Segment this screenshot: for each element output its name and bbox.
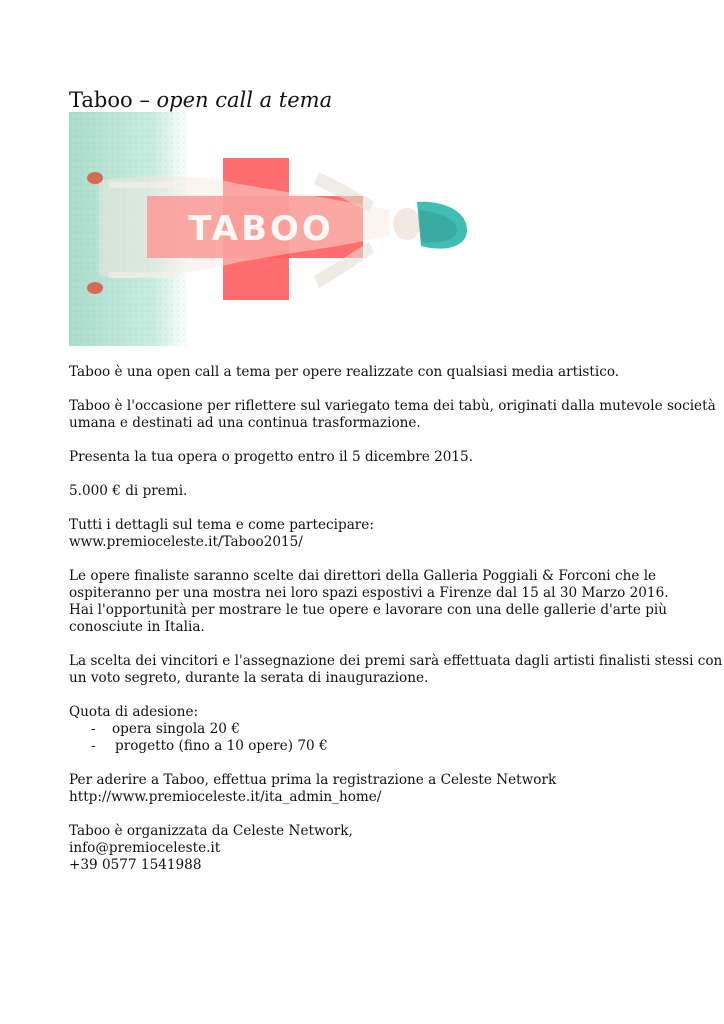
taboo-logo: TABOO <box>188 209 334 249</box>
finalists-paragraph: Le opere finaliste saranno scelte dai direttori della Galleria Poggiali & Forconi che le ospiteranno per una mostra nei loro spazi espostivi a Firenze dal 15 al 30 Marzo 2016. Hai l'opportunità per mostrare le tue opere e lavorare con una delle gallerie d'arte più conosciute in Italia. <box>69 568 669 635</box>
organizer-phone: +39 0577 1541988 <box>69 857 202 873</box>
theme-paragraph: Taboo è l'occasione per riflettere sul variegato tema dei tabù, originati dalla mutevole società umana e destinati ad una continua trasformazione. <box>69 398 716 431</box>
prizes-paragraph: 5.000 € di premi. <box>69 483 188 499</box>
intro-paragraph: Taboo è una open call a tema per opere realizzate con qualsiasi media artistico. <box>69 364 620 380</box>
document-body <box>69 364 723 891</box>
organizer-paragraph: Taboo è organizzata da Celeste Network, info@premioceleste.it +39 0577 1541988 <box>69 823 669 874</box>
page-title <box>69 86 332 114</box>
register-paragraph: Per aderire a Taboo, effettua prima la registrazione a Celeste Network http://www.premioceleste.it/ita_admin_home/ <box>69 772 669 806</box>
list-item: - progetto (fino a 10 opere) 70 € <box>91 738 328 754</box>
title-main: Taboo <box>69 88 133 112</box>
details-paragraph: Tutti i dettagli sul tema e come partecipare: www.premioceleste.it/Taboo2015/ <box>69 517 669 551</box>
register-url[interactable]: http://www.premioceleste.it/ita_admin_home/ <box>69 789 382 805</box>
fee-list <box>69 721 669 755</box>
organizer-email[interactable]: info@premioceleste.it <box>69 840 221 856</box>
title-subtitle: open call a tema <box>156 88 333 112</box>
taboo-poster-image <box>69 112 469 346</box>
details-url[interactable]: www.premioceleste.it/Taboo2015/ <box>69 534 303 550</box>
fee-heading: Quota di adesione: <box>69 704 199 720</box>
winners-paragraph: La scelta dei vincitori e l'assegnazione dei premi sarà effettuata dagli artisti finalisti stessi con un voto segreto, durante la serata di inaugurazione. <box>69 653 723 686</box>
list-item: - opera singola 20 € <box>91 721 240 737</box>
title-dash: – <box>132 88 157 112</box>
deadline-paragraph: Presenta la tua opera o progetto entro il 5 dicembre 2015. <box>69 449 474 465</box>
